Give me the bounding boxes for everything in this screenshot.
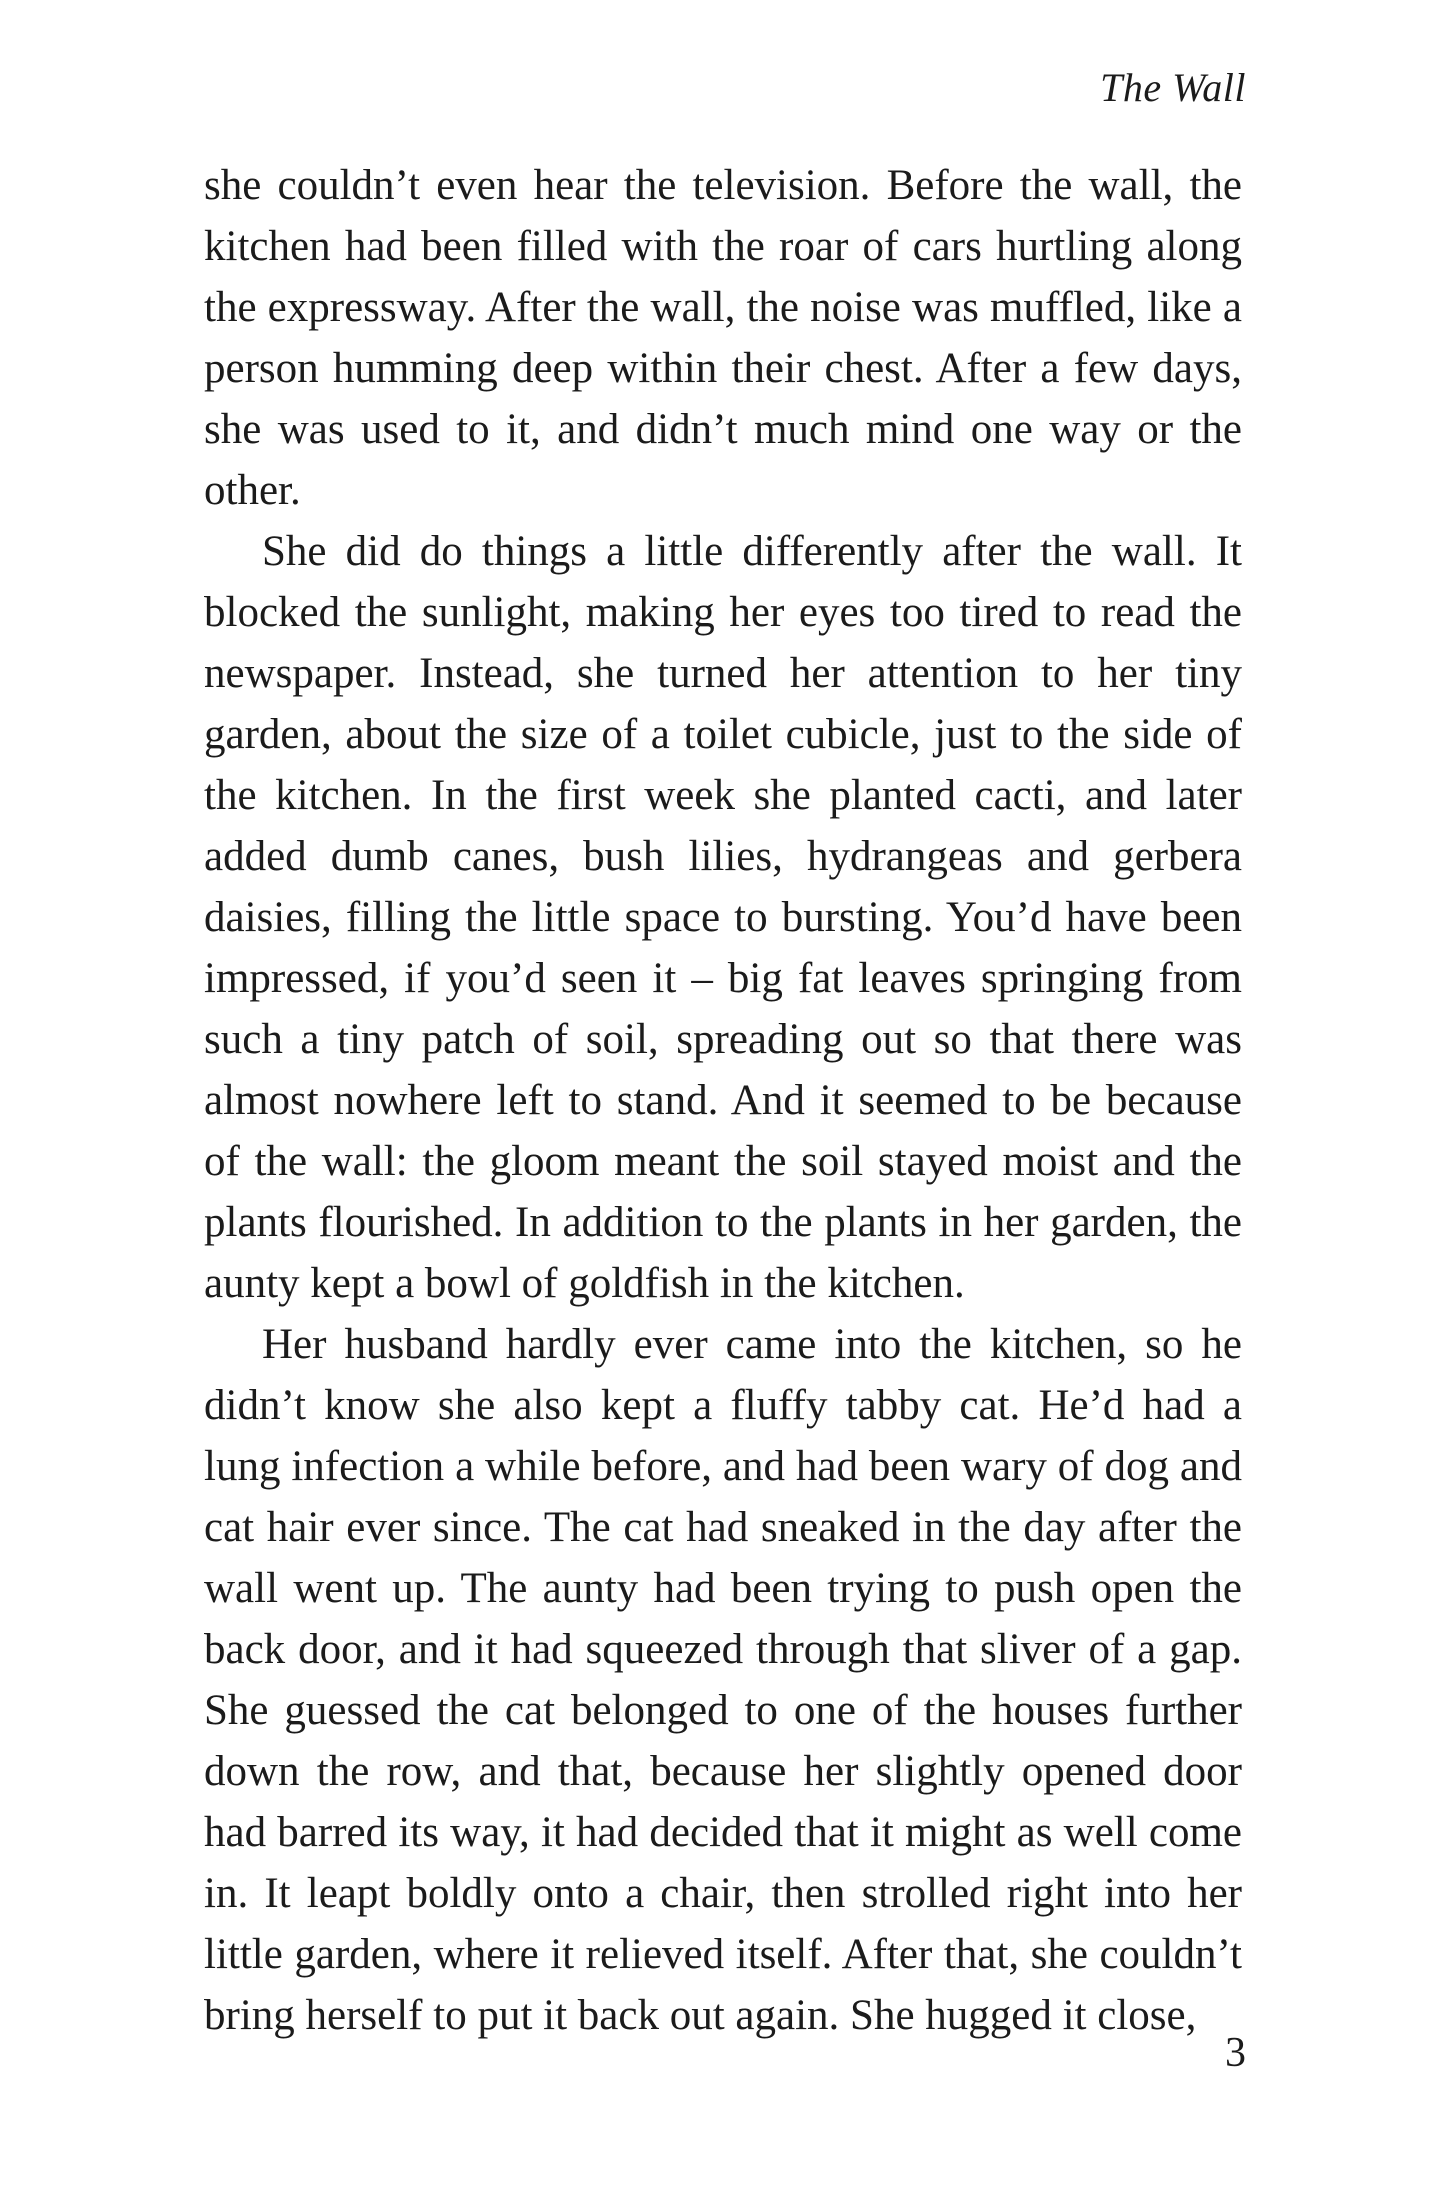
paragraph-3: Her husband hardly ever came into the kitchen, so he didn’t know she also kept a fluffy tabby cat. He’d had a lung infection a while before, and had been wary of dog and cat hair ever since. The cat had sneaked in the day after the wall went up. The aunty had been trying to push open the back door, and it had squeezed through that sliver of a gap. She guessed the cat belonged to one of the houses further down the row, and that, because her slightly opened door had barred its way, it had decided that it might as well come in. It leapt boldly onto a chair, then strolled right into her little garden, where it relieved itself. After that, she couldn’t bring herself to put it back out again. She hugged it close, (204, 1321, 1242, 2039)
running-head: The Wall (1100, 65, 1246, 110)
body-text (204, 155, 1242, 2046)
paragraph-1: she couldn’t even hear the television. Before the wall, the kitchen had been filled with the roar of cars hurtling along the expressway. After the wall, the noise was muffled, like a person humming deep within their chest. After a few days, she was used to it, and didn’t much mind one way or the other. (204, 162, 1242, 514)
page-number: 3 (1225, 2030, 1246, 2076)
paragraph-2: She did do things a little differently after the wall. It blocked the sunlight, making her eyes too tired to read the newspaper. Instead, she turned her attention to her tiny garden, about the size of a toilet cubicle, just to the side of the kitchen. In the first week she planted cacti, and later added dumb canes, bush lilies, hydrangeas and gerbera daisies, filling the little space to bursting. You’d have been impressed, if you’d seen it – big fat leaves springing from such a tiny patch of soil, spreading out so that there was almost nowhere left to stand. And it seemed to be because of the wall: the gloom meant the soil stayed moist and the plants flourished. In addition to the plants in her garden, the aunty kept a bowl of goldfish in the kitchen. (204, 528, 1242, 1307)
